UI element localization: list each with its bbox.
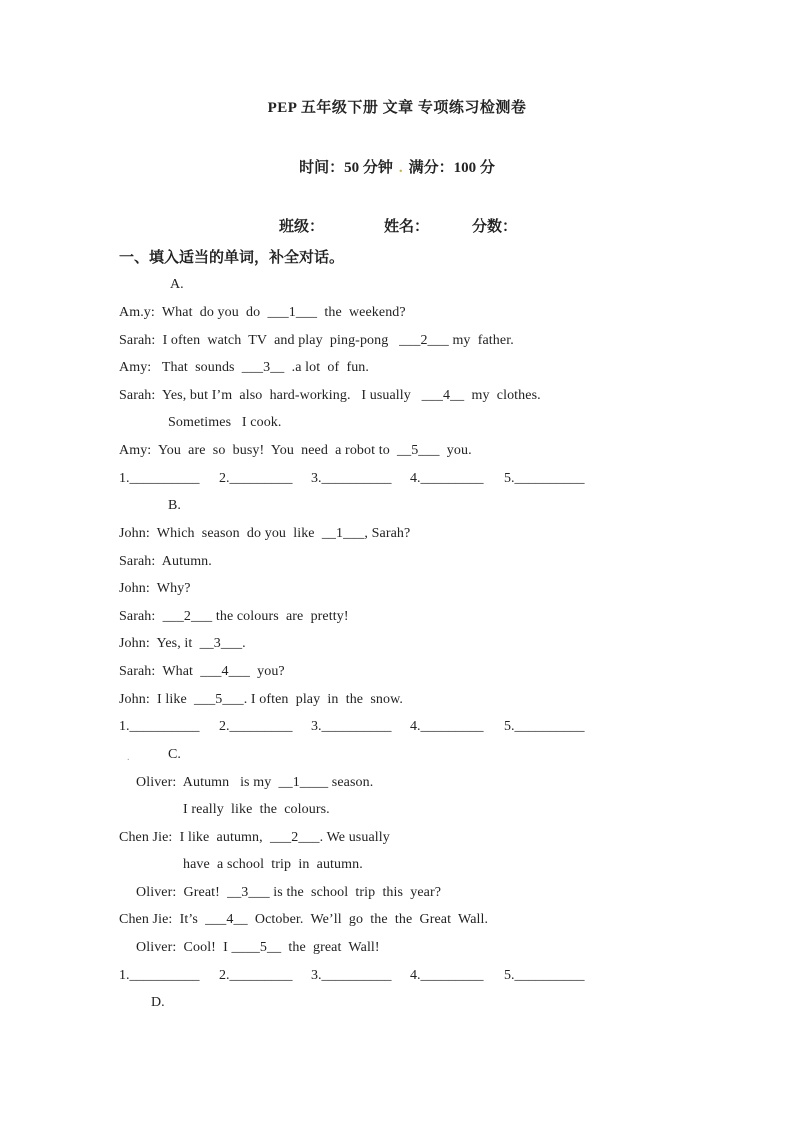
score-label: 分数：	[472, 219, 518, 235]
answer-blank-5[interactable]: 5.__________	[504, 471, 585, 486]
full-score-label: 满分：100 分	[408, 160, 495, 176]
dialogue-line: have a school trip in autumn.	[183, 857, 363, 872]
time-label: 时间：50 分钟	[299, 160, 393, 176]
dialogue-line: Am.y: What do you do ___1___ the weekend?	[119, 305, 406, 320]
dialogue-line: Sometimes I cook.	[168, 415, 282, 430]
dialogue-line: Chen Jie: I like autumn, ___2___. We usually	[119, 830, 390, 845]
separator-dot: .	[398, 160, 403, 176]
answer-blank-3[interactable]: 3.__________	[311, 471, 392, 486]
answer-blank-2[interactable]: 2._________	[219, 719, 293, 734]
stray-dot: .	[127, 752, 130, 763]
dialogue-line: Oliver: Great! __3___ is the school trip this year?	[136, 885, 442, 900]
part-d-label: D.	[151, 995, 165, 1010]
dialogue-line: Sarah: What ___4___ you?	[119, 664, 285, 679]
part-c-label: C.	[168, 747, 181, 762]
dialogue-line: Amy: You are so busy! You need a robot to __5___ you.	[119, 443, 472, 458]
dialogue-line: Sarah: I often watch TV and play ping-pong ___2___ my father.	[119, 333, 514, 348]
answer-blank-1[interactable]: 1.__________	[119, 968, 200, 983]
answer-blank-1[interactable]: 1.__________	[119, 719, 200, 734]
dialogue-line: Chen Jie: It’s ___4__ October. We’ll go the the Great Wall.	[119, 912, 489, 927]
part-a-label: A.	[170, 277, 184, 292]
name-label: 姓名：	[384, 219, 430, 235]
answer-blank-5[interactable]: 5.__________	[504, 968, 585, 983]
dialogue-line: Amy: That sounds ___3__ .a lot of fun.	[119, 360, 370, 375]
dialogue-line: Sarah: Yes, but I’m also hard-working. I usually ___4__ my clothes.	[119, 388, 541, 403]
page-title: PEP 五年级下册 文章 专项练习检测卷	[267, 100, 527, 116]
dialogue-line: Sarah: ___2___ the colours are pretty!	[119, 609, 349, 624]
class-label: 班级：	[279, 219, 325, 235]
answer-blank-1[interactable]: 1.__________	[119, 471, 200, 486]
time-score-line	[0, 156, 794, 177]
dialogue-line: John: Why?	[119, 581, 191, 596]
dialogue-line: John: Which season do you like __1___, Sarah?	[119, 526, 411, 541]
answer-blank-3[interactable]: 3.__________	[311, 968, 392, 983]
answer-blank-4[interactable]: 4._________	[410, 719, 484, 734]
dialogue-line: John: Yes, it __3___.	[119, 636, 246, 651]
section-heading: 一、填入适当的单词，补全对话。	[119, 250, 345, 266]
dialogue-line: Oliver: Cool! I ____5__ the great Wall!	[136, 940, 380, 955]
answer-blank-2[interactable]: 2._________	[219, 471, 293, 486]
answer-blank-4[interactable]: 4._________	[410, 471, 484, 486]
answer-blank-5[interactable]: 5.__________	[504, 719, 585, 734]
dialogue-line: Sarah: Autumn.	[119, 554, 212, 569]
part-b-label: B.	[168, 498, 181, 513]
dialogue-line: Oliver: Autumn is my __1____ season.	[136, 775, 374, 790]
student-info-line	[279, 215, 517, 236]
answer-blank-4[interactable]: 4._________	[410, 968, 484, 983]
dialogue-line: I really like the colours.	[183, 802, 330, 817]
dialogue-line: John: I like ___5___. I often play in the snow.	[119, 692, 403, 707]
answer-blank-3[interactable]: 3.__________	[311, 719, 392, 734]
answer-blank-2[interactable]: 2._________	[219, 968, 293, 983]
